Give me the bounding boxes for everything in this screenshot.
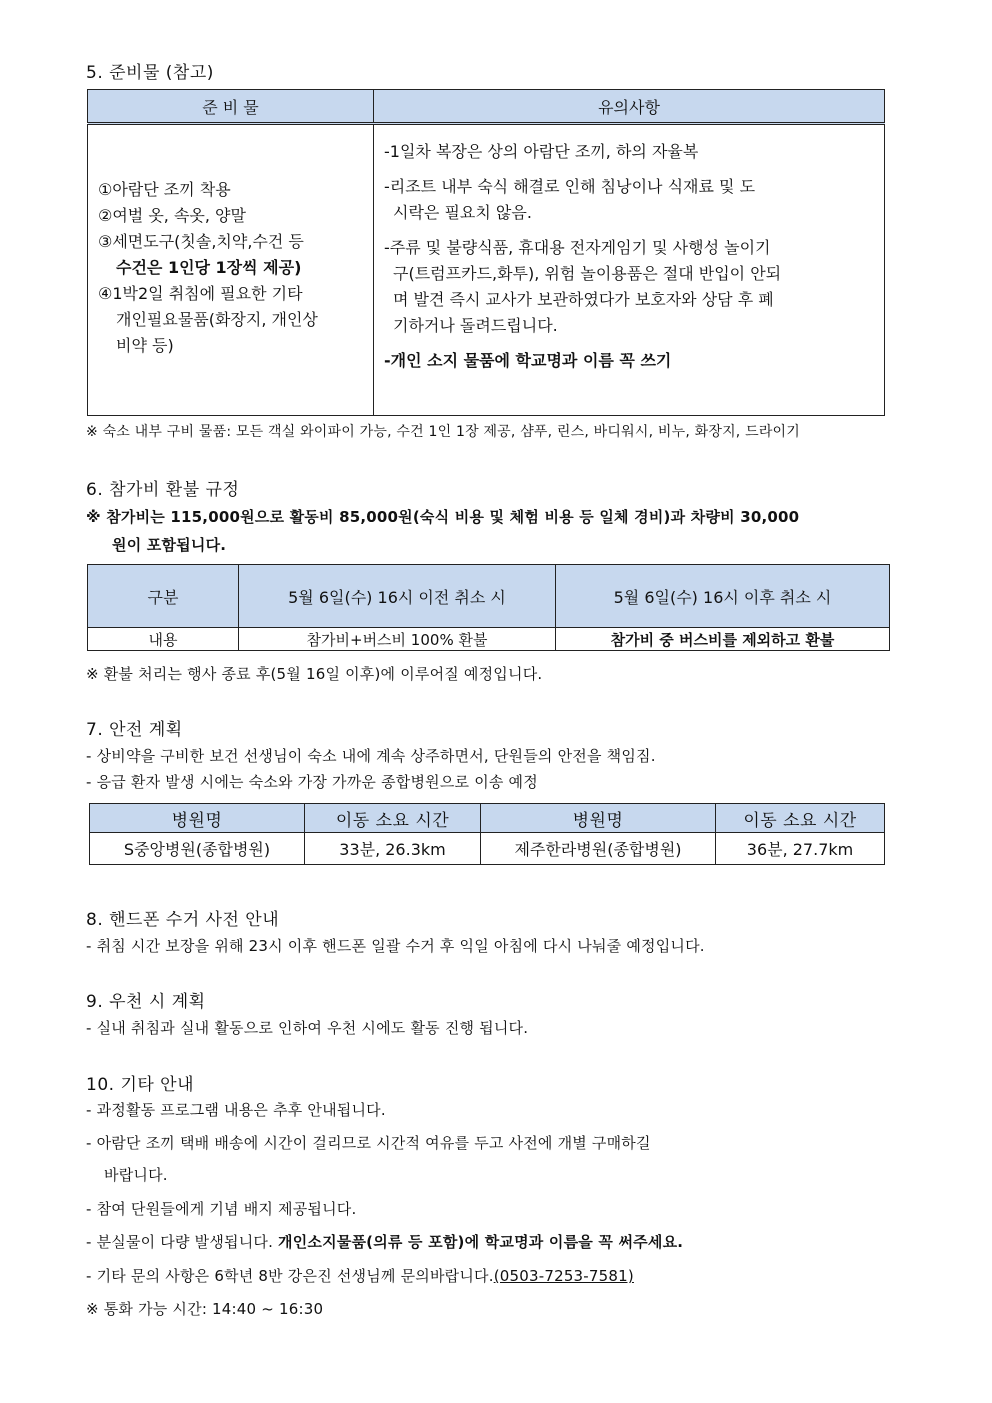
note-item: -주류 및 불량식품, 휴대용 전자게임기 및 사행성 놀이기 구(트럼프카드,화투), 위험 놀이용품은 절대 반입이 안되 며 발견 즉시 교사가 보관하였다가 보호자와 상담 후 폐 기하거나 돌려드립니다. [384,238,782,335]
misc-line: - 참여 단원들에게 기념 배지 제공됩니다. [86,1200,357,1218]
misc-line: - 분실물이 다량 발생됩니다. 개인소지물품(의류 등 포함)에 학교명과 이름을 꼭 써주세요. [86,1233,684,1251]
misc-line: - 과정활동 프로그램 내용은 추후 안내됩니다. [86,1101,386,1119]
hospital-table [89,803,885,865]
supply-item: ③세면도구(칫솔,치약,수건 등 [98,232,304,251]
notes-header: 유의사항 [374,90,885,124]
supply-item: 개인필요물품(화장지, 개인상 [116,310,318,329]
fee-notice-line1: ※ 참가비는 115,000원으로 활동비 85,000원(숙식 비용 및 체험 비용 등 일체 경비)과 차량비 30,000 [86,508,800,526]
section-9-heading: 9. 우천 시 계획 [86,992,206,1012]
refund-table [87,564,890,651]
misc-line: - 기타 문의 사항은 6학년 8반 강은진 선생님께 문의바랍니다.(0503-7253-7581) [86,1267,634,1285]
refund-header-category: 구분 [88,565,239,628]
misc-line: - 아람단 조끼 택배 배송에 시간이 걸리므로 시간적 여유를 두고 사전에 개별 구매하길 [86,1134,651,1152]
supply-item: ②여벌 옷, 속옷, 양말 [98,206,246,225]
hospital-cell: 33분, 26.3km [305,833,481,865]
refund-header-after: 5월 6일(수) 16시 이후 취소 시 [556,565,890,628]
note-item: -리조트 내부 숙식 해결로 인해 침낭이나 식재료 및 도 시락은 필요치 않음. [384,177,756,222]
supplies-header: 준 비 물 [88,90,374,124]
supply-item: ④1박2일 취침에 필요한 기타 [98,284,303,303]
refund-header-before: 5월 6일(수) 16시 이전 취소 시 [239,565,556,628]
supply-item: ①아람단 조끼 착용 [98,180,231,199]
phone-collection-line: - 취침 시간 보장을 위해 23시 이후 핸드폰 일괄 수거 후 익일 아침에 다시 나눠줄 예정입니다. [86,937,705,955]
supply-item: 비약 등) [116,336,174,355]
call-hours-line: ※ 통화 가능 시간: 14:40 ~ 16:30 [86,1300,324,1318]
section-6-heading: 6. 참가비 환불 규정 [86,480,240,500]
hospital-cell: S중앙병원(종합병원) [90,833,305,865]
hospital-header: 이동 소요 시간 [305,804,481,833]
refund-cell: 내용 [88,628,239,651]
fee-notice-line2: 원이 포함됩니다. [112,536,227,554]
refund-cell: 참가비+버스비 100% 환불 [239,628,556,651]
notes-cell [374,124,885,416]
hospital-header: 병원명 [90,804,305,833]
hospital-cell: 36분, 27.7km [716,833,885,865]
hospital-header: 이동 소요 시간 [716,804,885,833]
hospital-header: 병원명 [481,804,716,833]
refund-note: ※ 환불 처리는 행사 종료 후(5월 16일 이후)에 이루어질 예정입니다. [86,665,543,683]
note-item: -1일차 복장은 상의 아람단 조끼, 하의 자율복 [384,142,699,161]
safety-line: - 상비약을 구비한 보건 선생님이 숙소 내에 계속 상주하면서, 단원들의 안전을 책임짐. [86,747,656,765]
note-item: -개인 소지 물품에 학교명과 이름 꼭 쓰기 [384,351,672,370]
belongings-emphasis: 개인소지물품(의류 등 포함)에 학교명과 이름을 꼭 써주세요. [278,1233,684,1251]
section-8-heading: 8. 핸드폰 수거 사전 안내 [86,910,280,930]
supplies-cell [88,124,374,416]
amenities-footnote: ※ 숙소 내부 구비 물품: 모든 객실 와이파이 가능, 수건 1인 1장 제공, 샴푸, 린스, 바디워시, 비누, 화장지, 드라이기 [86,424,800,440]
contact-phone: (0503-7253-7581) [493,1267,634,1285]
supplies-table [87,89,885,416]
supply-item: 수건은 1인당 1장씩 제공) [116,258,302,277]
section-5-heading: 5. 준비물 (참고) [86,63,214,83]
section-7-heading: 7. 안전 계획 [86,720,183,740]
rain-plan-line: - 실내 취침과 실내 활동으로 인하여 우천 시에도 활동 진행 됩니다. [86,1019,529,1037]
refund-cell: 참가비 중 버스비를 제외하고 환불 [556,628,890,651]
safety-line: - 응급 환자 발생 시에는 숙소와 가장 가까운 종합병원으로 이송 예정 [86,773,538,791]
hospital-cell: 제주한라병원(종합병원) [481,833,716,865]
section-10-heading: 10. 기타 안내 [86,1075,195,1095]
misc-line: 바랍니다. [104,1166,168,1184]
